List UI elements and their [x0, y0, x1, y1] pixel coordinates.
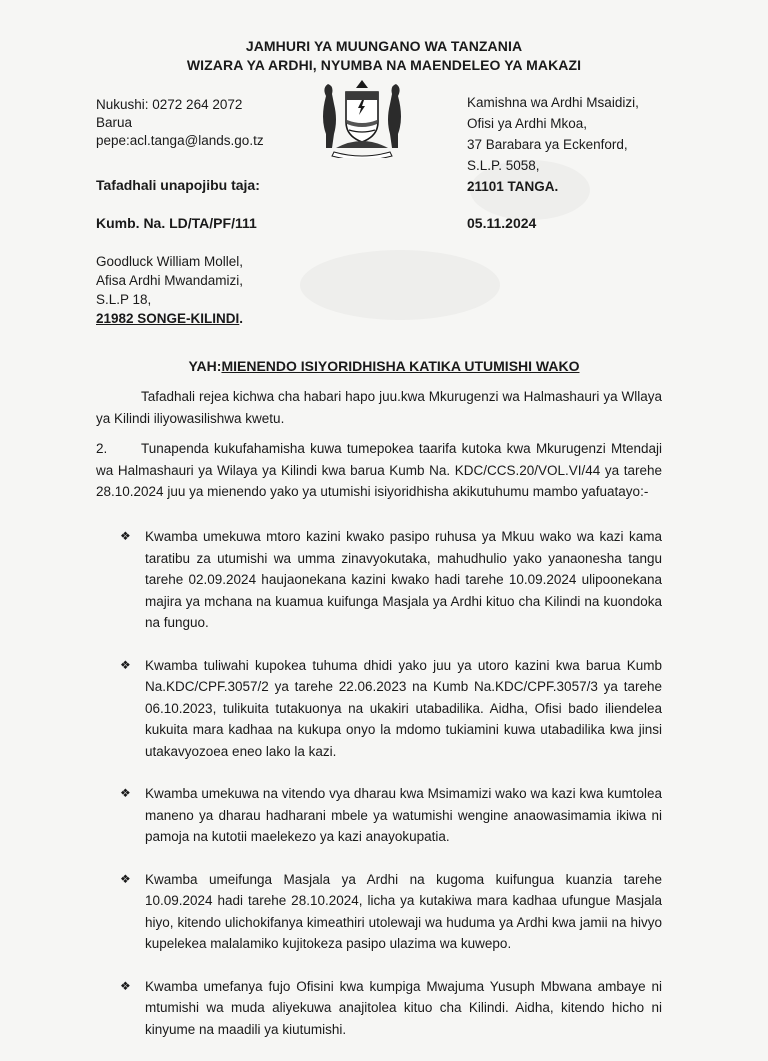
reference-number: Kumb. Na. LD/TA/PF/111 — [96, 215, 257, 231]
diamond-bullet-icon: ❖ — [120, 978, 131, 993]
list-item — [120, 976, 662, 1041]
letter-subject — [0, 358, 768, 374]
diamond-bullet-icon: ❖ — [120, 529, 131, 543]
recipient-line-1: Goodluck William Mollel, — [96, 254, 244, 269]
list-item-text: Kwamba umeifunga Masjala ya Ardhi na kugoma kuifungua kuanzia tarehe 10.09.2024 hadi tarehe 28.10.2024, licha ya kutakiwa mara kadhaa ufungue Masjala hiyo, kitendo ulichokifanya kimeathiri utolewaji wa huduma ya Ardhi kwa jamii na hivyo kupelekea malalamiko kujitokeza pasipo ulazima wa kuwepo. — [145, 871, 662, 951]
paragraph-1: Tafadhali rejea kichwa cha habari hapo juu.kwa Mkurugenzi wa Halmashauri ya Wllaya ya Kilindi iliyowasilishwa kwetu. — [96, 389, 662, 426]
list-item-text: Kwamba umekuwa mtoro kazini kwako pasipo ruhusa ya Mkuu wako wa kazi kama taratibu za utumishi wa umma zinavyokutaka, mahudhulio yako yanaonesha tangu tarehe 02.09.2024 haujaonekana kazini kwako hadi tarehe 10.09.2024 ulipoonekana majira ya mchana na kuamua kuifunga Masjala ya Ardhi kituo cha Kilindi na kuondoka na funguo. — [145, 529, 662, 630]
list-item-text: Kwamba umekuwa na vitendo vya dharau kwa Msimamizi wako wa kazi kwa kumtolea maneno ya dharau hadharani mbele ya watumishi wengine anaowasimamia ikiwa ni pamoja na kutotii maelekezo ya kazi anayokupatia. — [145, 786, 662, 844]
list-item-text: Kwamba tuliwahi kupokea tuhuma dhidi yako juu ya utoro kazini kwa barua Kumb Na.KDC/CPF.3057/2 ya tarehe 22.06.2023 na Kumb Na.KDC/CPF.3057/3 ya tarehe 06.10.2023, tulikuita tutakuonya na ukakiri utabadilika. Aidha, Ofisi bado iliendelea kukuita mara kadhaa na kukupa onyo la mdomo tukiamini kuwa utabadilika kwa jinsi utakavyozoea eneo lako la kazi. — [145, 657, 662, 759]
email-line: pepe:acl.tanga@lands.go.tz — [96, 133, 264, 148]
scan-smudge — [300, 250, 500, 320]
sender-line-3: 37 Barabara ya Eckenford, — [467, 137, 628, 152]
recipient-postcode-city: 21982 SONGE-KILINDI — [96, 311, 240, 326]
subject-prefix: YAH: — [188, 358, 222, 374]
sender-line-2: Ofisi ya Ardhi Mkoa, — [467, 116, 588, 131]
header-republic: JAMHURI YA MUUNGANO WA TANZANIA — [245, 38, 523, 54]
recipient-line-3: S.L.P 18, — [96, 292, 152, 307]
diamond-bullet-icon: ❖ — [120, 786, 131, 800]
list-item — [120, 869, 662, 955]
sender-address — [467, 92, 639, 197]
recipient-line-4: 21982 SONGE-KILINDI. — [96, 311, 244, 326]
recipient-line-2: Afisa Ardhi Mwandamizi, — [96, 273, 244, 288]
header-ministry: WIZARA YA ARDHI, NYUMBA NA MAENDELEO YA MAKAZI — [186, 57, 582, 73]
phone-line: Nukushi: 0272 264 2072 — [96, 97, 243, 112]
subject-text: MIENENDO ISIYORIDHISHA KATIKA UTUMISHI WAKO — [221, 358, 580, 374]
list-item-text: Kwamba umefanya fujo Ofisini kwa kumpiga Mwajuma Yusuph Mbwana ambaye ni mtumishi wa muda aliyekuwa anajitolea kituo cha Kilindi. Aidha, kitendo hicho ni kinyume na maadili ya kiutumishi. — [145, 978, 662, 1037]
sender-line-5: 21101 TANGA. — [467, 179, 559, 194]
letter-date: 05.11.2024 — [467, 215, 537, 231]
list-item — [120, 783, 662, 848]
paragraph-2-text: Tunapenda kukufahamisha kuwa tumepokea taarifa kutoka kwa Mkurugenzi Mtendaji wa Halmashauri ya Wilaya ya Kilindi kwa barua Kumb Na. KDC/CCS.20/VOL.VI/44 ya tarehe 28.10.2024 juu ya mienendo yako ya utumishi isiyoridhisha akikutuhumu mambo yafuatayo:- — [96, 441, 662, 499]
contact-block — [96, 96, 264, 150]
diamond-bullet-icon: ❖ — [120, 871, 131, 886]
paragraph-2-number: 2. — [96, 441, 108, 456]
coat-of-arms-icon — [316, 78, 408, 158]
sender-line-4: S.L.P. 5058, — [467, 158, 540, 173]
list-item — [120, 655, 662, 763]
paragraph-2 — [96, 438, 662, 503]
mail-label: Barua — [96, 115, 133, 130]
sender-line-1: Kamishna wa Ardhi Msaidizi, — [467, 95, 639, 110]
reference-note: Tafadhali unapojibu taja: — [96, 177, 260, 193]
diamond-bullet-icon: ❖ — [120, 657, 131, 672]
allegations-list — [120, 526, 662, 1061]
recipient-address — [96, 252, 243, 328]
list-item — [120, 526, 662, 634]
